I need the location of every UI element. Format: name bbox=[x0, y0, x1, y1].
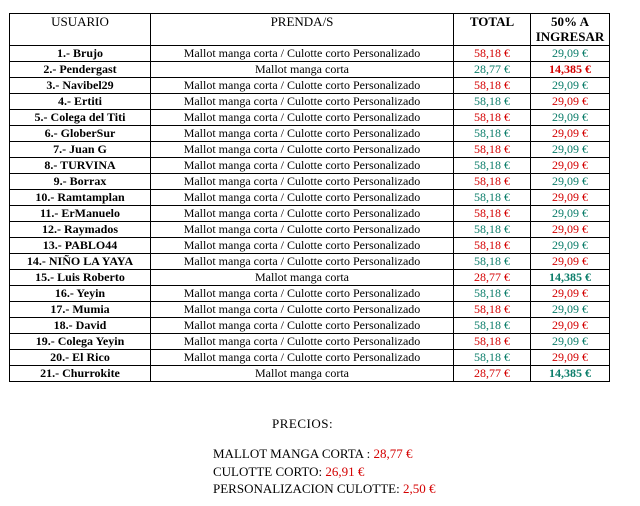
total-cell: 58,18 € bbox=[454, 46, 531, 62]
user-cell: 13.- PABLO44 bbox=[10, 238, 151, 254]
table-row bbox=[10, 142, 610, 158]
item-cell: Mallot manga corta / Culotte corto Personalizado bbox=[151, 174, 454, 190]
price-personalizacion bbox=[213, 481, 435, 497]
half-cell: 29,09 € bbox=[531, 158, 610, 174]
header-half-line1: 50% A bbox=[551, 14, 589, 29]
half-cell: 29,09 € bbox=[531, 206, 610, 222]
price-mallot-value: 28,77 € bbox=[373, 446, 413, 461]
half-cell: 29,09 € bbox=[531, 126, 610, 142]
item-cell: Mallot manga corta / Culotte corto Personalizado bbox=[151, 286, 454, 302]
half-cell: 29,09 € bbox=[531, 318, 610, 334]
user-cell: 2.- Pendergast bbox=[10, 62, 151, 78]
item-cell: Mallot manga corta / Culotte corto Personalizado bbox=[151, 94, 454, 110]
price-culotte bbox=[213, 464, 364, 480]
total-cell: 58,18 € bbox=[454, 238, 531, 254]
half-cell: 29,09 € bbox=[531, 254, 610, 270]
table-row bbox=[10, 206, 610, 222]
user-cell: 18.- David bbox=[10, 318, 151, 334]
header-half-line2: INGRESAR bbox=[535, 29, 605, 44]
half-cell: 29,09 € bbox=[531, 78, 610, 94]
table-row bbox=[10, 78, 610, 94]
total-cell: 58,18 € bbox=[454, 302, 531, 318]
total-cell: 58,18 € bbox=[454, 254, 531, 270]
price-perso-value: 2,50 € bbox=[402, 481, 436, 496]
total-cell: 58,18 € bbox=[454, 174, 531, 190]
table-row bbox=[10, 62, 610, 78]
half-cell: 29,09 € bbox=[531, 110, 610, 126]
half-cell: 29,09 € bbox=[531, 174, 610, 190]
table-row bbox=[10, 302, 610, 318]
item-cell: Mallot manga corta / Culotte corto Personalizado bbox=[151, 158, 454, 174]
item-cell: Mallot manga corta bbox=[151, 62, 454, 78]
half-cell: 29,09 € bbox=[531, 238, 610, 254]
item-cell: Mallot manga corta / Culotte corto Personalizado bbox=[151, 206, 454, 222]
half-cell: 29,09 € bbox=[531, 142, 610, 158]
half-cell: 29,09 € bbox=[531, 46, 610, 62]
table-row bbox=[10, 158, 610, 174]
user-cell: 11.- ErManuelo bbox=[10, 206, 151, 222]
user-cell: 12.- Raymados bbox=[10, 222, 151, 238]
table-row bbox=[10, 190, 610, 206]
header-total: TOTAL bbox=[454, 14, 531, 46]
header-usuario: USUARIO bbox=[10, 14, 151, 46]
item-cell: Mallot manga corta bbox=[151, 270, 454, 286]
table-row bbox=[10, 286, 610, 302]
item-cell: Mallot manga corta / Culotte corto Personalizado bbox=[151, 334, 454, 350]
total-cell: 58,18 € bbox=[454, 206, 531, 222]
table-row bbox=[10, 334, 610, 350]
total-cell: 58,18 € bbox=[454, 286, 531, 302]
price-mallot bbox=[213, 446, 412, 462]
total-cell: 58,18 € bbox=[454, 334, 531, 350]
total-cell: 58,18 € bbox=[454, 350, 531, 366]
header-half bbox=[531, 14, 610, 46]
item-cell: Mallot manga corta / Culotte corto Personalizado bbox=[151, 142, 454, 158]
item-cell: Mallot manga corta / Culotte corto Personalizado bbox=[151, 190, 454, 206]
user-cell: 8.- TURVINA bbox=[10, 158, 151, 174]
item-cell: Mallot manga corta / Culotte corto Personalizado bbox=[151, 350, 454, 366]
total-cell: 58,18 € bbox=[454, 222, 531, 238]
table-row bbox=[10, 254, 610, 270]
total-cell: 58,18 € bbox=[454, 142, 531, 158]
table-row bbox=[10, 222, 610, 238]
total-cell: 58,18 € bbox=[454, 94, 531, 110]
total-cell: 58,18 € bbox=[454, 158, 531, 174]
item-cell: Mallot manga corta / Culotte corto Personalizado bbox=[151, 302, 454, 318]
table-row bbox=[10, 366, 610, 382]
total-cell: 58,18 € bbox=[454, 78, 531, 94]
half-cell: 29,09 € bbox=[531, 286, 610, 302]
table-row bbox=[10, 318, 610, 334]
total-cell: 28,77 € bbox=[454, 270, 531, 286]
half-cell: 14,385 € bbox=[531, 62, 610, 78]
total-cell: 28,77 € bbox=[454, 366, 531, 382]
user-cell: 15.- Luis Roberto bbox=[10, 270, 151, 286]
table-row bbox=[10, 270, 610, 286]
item-cell: Mallot manga corta / Culotte corto Personalizado bbox=[151, 110, 454, 126]
item-cell: Mallot manga corta bbox=[151, 366, 454, 382]
half-cell: 29,09 € bbox=[531, 302, 610, 318]
table-body bbox=[10, 46, 610, 382]
user-cell: 9.- Borrax bbox=[10, 174, 151, 190]
item-cell: Mallot manga corta / Culotte corto Personalizado bbox=[151, 254, 454, 270]
price-culotte-value: 26,91 € bbox=[325, 464, 365, 479]
user-cell: 4.- Ertiti bbox=[10, 94, 151, 110]
table-header-row bbox=[10, 14, 610, 46]
total-cell: 28,77 € bbox=[454, 62, 531, 78]
user-cell: 17.- Mumia bbox=[10, 302, 151, 318]
half-cell: 29,09 € bbox=[531, 190, 610, 206]
total-cell: 58,18 € bbox=[454, 190, 531, 206]
total-cell: 58,18 € bbox=[454, 110, 531, 126]
price-mallot-label: MALLOT MANGA CORTA : bbox=[213, 446, 374, 461]
table-row bbox=[10, 350, 610, 366]
half-cell: 14,385 € bbox=[531, 270, 610, 286]
table-row bbox=[10, 94, 610, 110]
user-cell: 20.- El Rico bbox=[10, 350, 151, 366]
user-cell: 6.- GloberSur bbox=[10, 126, 151, 142]
table-row bbox=[10, 238, 610, 254]
table-row bbox=[10, 126, 610, 142]
price-culotte-label: CULOTTE CORTO: bbox=[213, 464, 326, 479]
total-cell: 58,18 € bbox=[454, 126, 531, 142]
user-cell: 14.- NIÑO LA YAYA bbox=[10, 254, 151, 270]
item-cell: Mallot manga corta / Culotte corto Personalizado bbox=[151, 126, 454, 142]
user-cell: 21.- Churrokite bbox=[10, 366, 151, 382]
user-cell: 3.- Navibel29 bbox=[10, 78, 151, 94]
header-prenda: PRENDA/S bbox=[151, 14, 454, 46]
orders-table bbox=[9, 13, 610, 382]
half-cell: 29,09 € bbox=[531, 334, 610, 350]
user-cell: 16.- Yeyin bbox=[10, 286, 151, 302]
item-cell: Mallot manga corta / Culotte corto Personalizado bbox=[151, 318, 454, 334]
prices-heading: PRECIOS: bbox=[272, 416, 334, 431]
half-cell: 29,09 € bbox=[531, 94, 610, 110]
item-cell: Mallot manga corta / Culotte corto Personalizado bbox=[151, 78, 454, 94]
user-cell: 1.- Brujo bbox=[10, 46, 151, 62]
user-cell: 7.- Juan G bbox=[10, 142, 151, 158]
item-cell: Mallot manga corta / Culotte corto Personalizado bbox=[151, 46, 454, 62]
user-cell: 19.- Colega Yeyin bbox=[10, 334, 151, 350]
half-cell: 29,09 € bbox=[531, 350, 610, 366]
user-cell: 10.- Ramtamplan bbox=[10, 190, 151, 206]
half-cell: 29,09 € bbox=[531, 222, 610, 238]
item-cell: Mallot manga corta / Culotte corto Personalizado bbox=[151, 222, 454, 238]
user-cell: 5.- Colega del Titi bbox=[10, 110, 151, 126]
total-cell: 58,18 € bbox=[454, 318, 531, 334]
item-cell: Mallot manga corta / Culotte corto Personalizado bbox=[151, 238, 454, 254]
price-perso-label: PERSONALIZACION CULOTTE: bbox=[213, 481, 403, 496]
table-row bbox=[10, 174, 610, 190]
table-row bbox=[10, 110, 610, 126]
table-row bbox=[10, 46, 610, 62]
half-cell: 14,385 € bbox=[531, 366, 610, 382]
